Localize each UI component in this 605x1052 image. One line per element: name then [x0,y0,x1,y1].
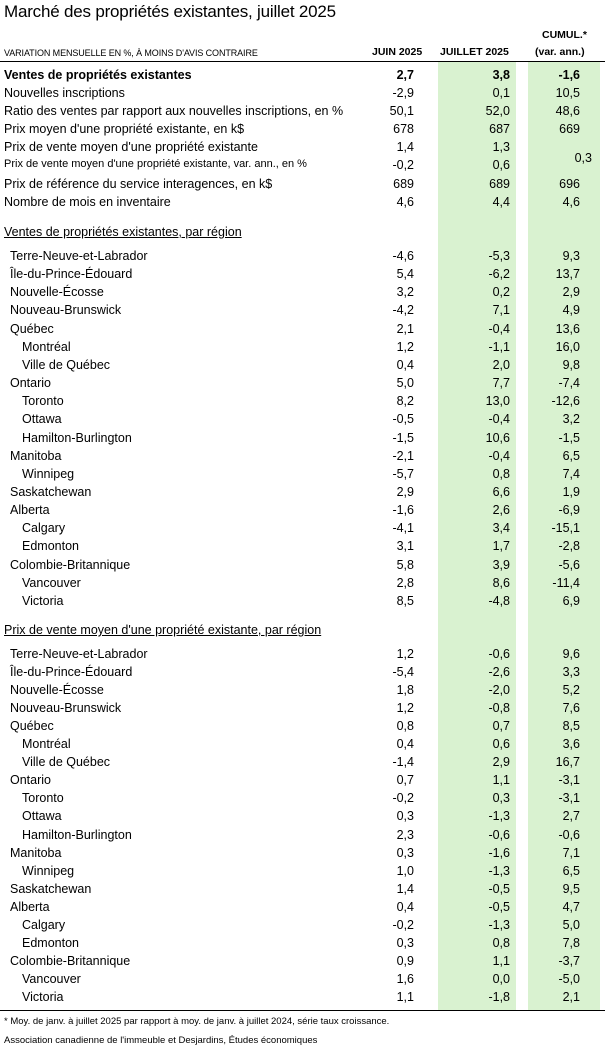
table-row [0,683,605,701]
table-row [0,828,605,846]
table-row [0,412,605,430]
cell-v2: 2,0 [492,357,510,372]
row-label: Colombie-Britannique [10,953,131,968]
table-row [0,431,605,449]
cell-v2: -1,3 [488,917,510,932]
row-label: Nombre de mois en inventaire [4,195,171,209]
cell-v3: 9,6 [562,647,580,661]
cell-v2: -1,3 [488,863,510,878]
table-row [0,322,605,340]
cell-v2: -0,4 [488,448,510,463]
cell-v1: 1,0 [396,863,414,878]
cell-v2: -0,5 [488,881,510,896]
row-label: Victoria [22,593,64,608]
row-label: Edmonton [22,539,79,554]
table-row [0,376,605,394]
table-row [0,449,605,467]
cell-v2: 0,6 [492,737,510,752]
cell-v1: 0,3 [396,845,414,860]
cell-v3: 9,3 [562,249,580,263]
row-label: Ville de Québec [22,755,111,770]
cell-v1: -5,7 [392,466,414,481]
row-label: Saskatchewan [10,484,92,499]
cell-v1: 0,4 [396,899,414,914]
row-label: Winnipeg [22,466,75,481]
cell-v3: 9,5 [562,881,580,896]
table-row [0,972,605,990]
cell-v1: -0,2 [392,158,414,172]
cell-v3: 4,7 [562,899,580,914]
cell-v1: 1,2 [396,647,414,661]
table-row [0,86,605,104]
cell-v3: 7,1 [562,845,580,860]
cell-v2: 0,8 [492,466,510,481]
table-row [0,358,605,376]
row-label: Vancouver [22,971,81,986]
cell-v3: -7,4 [558,376,580,391]
table-row [0,576,605,594]
cell-v1: 0,8 [396,719,414,734]
cell-v2: -1,8 [488,989,510,1004]
table-row [0,68,605,86]
table-row [0,719,605,737]
table-row [0,122,605,140]
cell-v3: 696 [559,177,580,191]
cell-v1: 8,2 [396,394,414,409]
cell-v1: 2,3 [396,827,414,842]
cell-v3: -11,4 [552,575,580,590]
footnote: * Moy. de janv. à juillet 2025 par rapport à moy. de janv. à juillet 2024, série taux croissance. [4,1016,390,1027]
cell-v1: 1,2 [396,339,414,354]
cell-v2: 0,7 [492,719,510,734]
row-label: Prix de référence du service interagences, en k$ [4,177,273,191]
cell-v2: 3,4 [492,521,510,536]
row-label: Alberta [10,899,50,914]
table-row [0,791,605,809]
cell-v2: 52,0 [485,104,510,118]
cell-v3: 1,9 [562,484,580,499]
cell-v3: 8,5 [562,719,580,734]
table-row [0,467,605,485]
cell-v1: 8,5 [396,593,414,608]
table-row [0,809,605,827]
cell-v3: -3,1 [558,791,580,806]
cell-v2: -4,8 [488,593,510,608]
cell-v3: 4,6 [562,195,580,209]
row-label: Saskatchewan [10,881,92,896]
cell-v3: 7,4 [562,466,580,481]
row-label: Calgary [22,521,66,536]
row-label: Edmonton [22,935,79,950]
cell-v2: 0,3 [492,791,510,806]
cell-v3: 5,0 [562,917,580,932]
table-row [0,485,605,503]
cell-v2: 0,0 [492,971,510,986]
cell-v1: 1,1 [396,989,414,1004]
table-row [0,521,605,539]
row-label: Ontario [10,773,51,788]
cell-v2: 6,6 [492,484,510,499]
cell-v3: 7,8 [562,935,580,950]
cell-v1: 2,1 [396,321,414,336]
cell-v1: -0,5 [392,412,414,427]
cell-v1: 0,4 [396,357,414,372]
cell-v1: 50,1 [389,104,414,118]
section-heading: Ventes de propriétés existantes, par région [4,225,242,239]
row-label: Vancouver [22,575,81,590]
table-row [0,864,605,882]
section-heading: Prix de vente moyen d'une propriété existante, par région [4,623,322,637]
cell-v1: -2,1 [392,448,414,463]
cell-v1: 0,3 [396,935,414,950]
header-variation: VARIATION MENSUELLE EN %, À MOINS D'AVIS CONTRAIRE [4,48,258,58]
table-row [0,267,605,285]
cell-v1: 678 [393,122,414,136]
source-note: Association canadienne de l'immeuble et Desjardins, Études économiques [4,1035,318,1046]
row-label: Nouvelles inscriptions [4,86,125,100]
cell-v2: 8,6 [492,575,510,590]
cell-v2: 0,1 [492,86,510,100]
cell-v3: -5,6 [558,557,580,572]
cell-v1: 2,8 [396,575,414,590]
cell-v3: 16,7 [555,755,580,770]
cell-v3: 48,6 [555,104,580,118]
table-row [0,558,605,576]
cell-v3: 5,2 [562,683,580,698]
cell-v2: 0,8 [492,935,510,950]
cell-v2: 0,2 [492,285,510,300]
cell-v2: 1,3 [492,140,510,154]
cell-v1: 5,8 [396,557,414,572]
cell-v2: -2,6 [488,665,510,680]
cell-v3: -12,6 [551,394,580,409]
cell-v1: 0,9 [396,953,414,968]
cell-v1: -1,4 [392,755,414,770]
cell-v2: 7,7 [492,376,510,391]
cell-v1: 0,4 [396,737,414,752]
cell-v2: 0,6 [492,158,510,172]
row-label: Montréal [22,737,71,752]
row-label: Colombie-Britannique [10,557,131,572]
row-label: Terre-Neuve-et-Labrador [10,249,148,263]
cell-v3: 3,3 [562,665,580,680]
table-row [0,140,605,158]
table-row [0,539,605,557]
cell-v2: 3,8 [492,68,510,82]
row-label: Ottawa [22,412,62,427]
cell-v1: 689 [393,177,414,191]
cell-v3: -3,1 [558,773,580,788]
row-label: Île-du-Prince-Édouard [10,267,133,282]
table-row [0,594,605,612]
row-label: Calgary [22,917,66,932]
row-label: Québec [10,321,54,336]
cell-v2: 1,1 [492,953,510,968]
cell-v2: -0,4 [488,412,510,427]
cell-v3: 2,7 [562,809,580,824]
row-label: Nouveau-Brunswick [10,701,122,716]
cell-v2: 2,9 [492,755,510,770]
header-rule [0,61,605,62]
table-row [0,249,605,267]
table-row [0,846,605,864]
table-row [0,918,605,936]
row-label: Ventes de propriétés existantes [4,68,192,82]
row-label: Prix de vente moyen d'une propriété existante [4,140,258,154]
row-label: Nouveau-Brunswick [10,303,122,318]
row-label: Winnipeg [22,863,75,878]
cell-v2: -1,1 [488,339,510,354]
table-row [0,394,605,412]
row-label: Nouvelle-Écosse [10,683,104,698]
header-juin-2025: JUIN 2025 [372,46,423,58]
cell-v2: -1,3 [488,809,510,824]
cell-v3: 16,0 [555,339,580,354]
cell-v1: 5,4 [396,267,414,282]
cell-v1: 3,2 [396,285,414,300]
table-row [0,303,605,321]
cell-v3: 669 [559,122,580,136]
cell-v2: 1,1 [492,773,510,788]
cell-v1: 4,6 [396,195,414,209]
cell-v1: 3,1 [396,539,414,554]
cell-v1: 2,7 [396,68,414,82]
table-row [0,177,605,195]
table-row [0,900,605,918]
cell-v2: 7,1 [492,303,510,318]
cell-v1: -4,6 [392,249,414,263]
cell-v3: 7,6 [562,701,580,716]
table-row [0,158,605,176]
row-label: Prix moyen d'une propriété existante, en k$ [4,122,245,136]
table-row [0,773,605,791]
cell-v3: 9,8 [562,357,580,372]
table-row [0,755,605,773]
cell-v1: 5,0 [396,376,414,391]
page-title: Marché des propriétés existantes, juillet 2025 [4,2,336,21]
table-row [0,990,605,1008]
cell-v1: -1,5 [392,430,414,445]
table-row [0,104,605,122]
cell-v3: 4,9 [562,303,580,318]
cell-v3: -3,7 [558,953,580,968]
cell-v1: -0,2 [392,791,414,806]
row-label: Manitoba [10,845,62,860]
cell-v3: 2,1 [562,989,580,1004]
cell-v1: 1,4 [396,881,414,896]
cell-v3: -6,9 [558,503,580,518]
row-label: Manitoba [10,448,62,463]
row-label: Victoria [22,989,64,1004]
cell-v2: -2,0 [488,683,510,698]
cell-v2: -5,3 [488,249,510,263]
cell-v2: -6,2 [488,267,510,282]
cell-v2: -0,4 [488,321,510,336]
cell-v1: -4,2 [392,303,414,318]
row-label: Ville de Québec [22,357,111,372]
cell-v1: -2,9 [392,86,414,100]
table-row [0,882,605,900]
cell-v1: -0,2 [392,917,414,932]
cell-v3: -1,5 [558,430,580,445]
cell-v1: 1,4 [396,140,414,154]
row-label: Ontario [10,376,51,391]
merged-cumul-value: 0,3 [574,151,592,165]
cell-v1: 0,3 [396,809,414,824]
row-label: Prix de vente moyen d'une propriété existante, var. ann., en % [4,158,307,170]
cell-v2: -0,8 [488,701,510,716]
cell-v1: 1,8 [396,683,414,698]
row-label: Île-du-Prince-Édouard [10,665,133,680]
table-row [0,340,605,358]
cell-v3: -15,1 [551,521,580,536]
cell-v2: 4,4 [492,195,510,209]
header-juillet-2025: JUILLET 2025 [440,46,509,58]
cell-v1: -5,4 [392,665,414,680]
cell-v3: 2,9 [562,285,580,300]
footer-rule [0,1010,605,1011]
table-row [0,195,605,213]
cell-v3: 3,6 [562,737,580,752]
table-row [0,665,605,683]
cell-v1: -4,1 [392,521,414,536]
cell-v3: -0,6 [558,827,580,842]
row-label: Ottawa [22,809,62,824]
cell-v1: 1,2 [396,701,414,716]
cell-v2: -0,5 [488,899,510,914]
cell-v3: -1,6 [558,68,580,82]
cell-v3: 3,2 [562,412,580,427]
row-label: Montréal [22,339,71,354]
cell-v1: 2,9 [396,484,414,499]
header-var-ann: (var. ann.) [535,46,585,58]
table-row [0,701,605,719]
cell-v1: 1,6 [396,971,414,986]
cell-v2: -1,6 [488,845,510,860]
row-label: Québec [10,719,54,734]
row-label: Hamilton-Burlington [22,430,132,445]
row-label: Hamilton-Burlington [22,827,132,842]
cell-v2: 1,7 [492,539,510,554]
cell-v2: -0,6 [488,647,510,661]
header-cumul: CUMUL.* [542,29,587,41]
cell-v3: 6,9 [562,593,580,608]
cell-v3: 6,5 [562,448,580,463]
row-label: Nouvelle-Écosse [10,285,104,300]
cell-v2: 3,9 [492,557,510,572]
cell-v3: -5,0 [558,971,580,986]
cell-v2: 2,6 [492,503,510,518]
table-row [0,936,605,954]
row-label: Terre-Neuve-et-Labrador [10,647,148,661]
cell-v3: 6,5 [562,863,580,878]
table-row [0,647,605,665]
cell-v2: 10,6 [485,430,510,445]
table-row [0,737,605,755]
table-row [0,285,605,303]
cell-v1: 0,7 [396,773,414,788]
cell-v2: -0,6 [488,827,510,842]
row-label: Ratio des ventes par rapport aux nouvelles inscriptions, en % [4,104,344,118]
cell-v3: 13,6 [555,321,580,336]
cell-v2: 687 [489,122,510,136]
table-row [0,503,605,521]
cell-v2: 13,0 [485,394,510,409]
row-label: Toronto [22,791,64,806]
cell-v3: 10,5 [555,86,580,100]
cell-v3: -2,8 [558,539,580,554]
cell-v3: 13,7 [555,267,580,282]
cell-v1: -1,6 [392,503,414,518]
table-row [0,954,605,972]
row-label: Toronto [22,394,64,409]
cell-v2: 689 [489,177,510,191]
row-label: Alberta [10,503,50,518]
